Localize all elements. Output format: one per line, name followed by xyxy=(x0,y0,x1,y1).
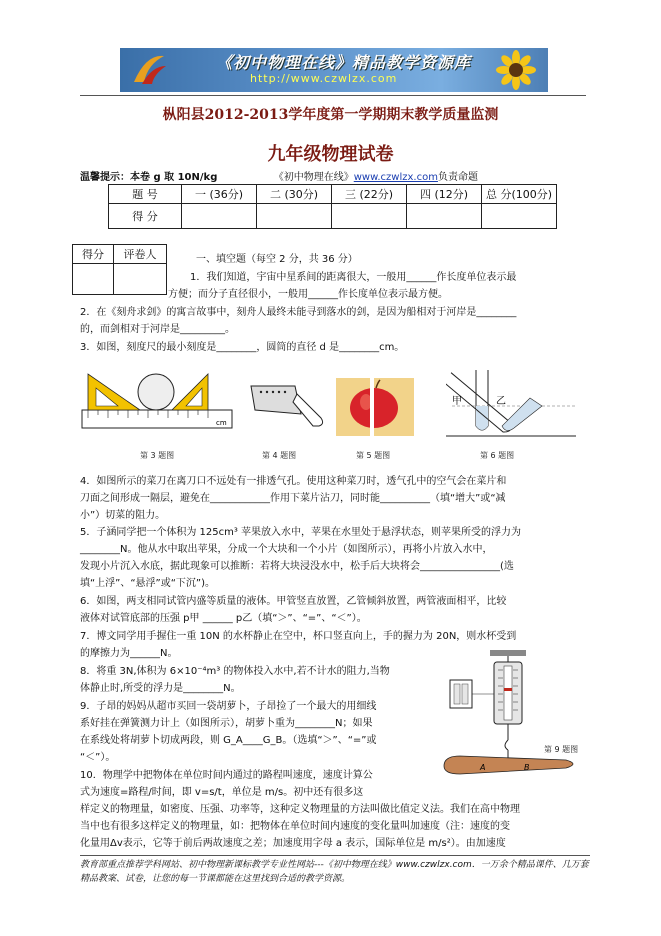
fig4-knife-diagram xyxy=(247,380,327,430)
grader-name-label: 评卷人 xyxy=(114,245,167,264)
q4-line1: 4．如图所示的菜刀在离刀口不远处有一排透气孔。使用这种菜刀时，透气孔中的空气会在菜片和 xyxy=(80,476,507,487)
q8-line1: 8．将重 3N,体积为 6×10⁻⁴m³ 的物体投入水中,若不计水的阻力,当物 xyxy=(80,666,390,677)
fig6-tubes-diagram xyxy=(446,368,576,442)
q6-line2: 液体对试管底部的压强 p甲 ______ p乙（填“＞”、“=”、“＜”）。 xyxy=(80,613,367,624)
score-header-cell: 四 (12分) xyxy=(407,185,482,204)
score-cell[interactable] xyxy=(257,204,332,229)
q5-line4: 填“上浮”、“悬浮”或“下沉”)。 xyxy=(80,578,215,589)
fig6-label-jia: 甲 xyxy=(452,396,462,407)
fig3-unit-label: cm xyxy=(216,419,227,427)
exam-title: 枞阳县2012-2013学年度第一学期期末教学质量监测 xyxy=(162,107,499,123)
q9-line2: 系好挂在弹簧测力计上（如图所示），胡萝卜重为________N；如果 xyxy=(80,718,373,729)
banner-url: http://www.czwlzx.com xyxy=(250,72,398,85)
grader-box xyxy=(72,244,167,295)
tip-line xyxy=(80,168,478,183)
q2-line2: 的，而剑相对于河岸是_________。 xyxy=(80,324,235,335)
q1-line1: 1．我们知道，宇宙中星系间的距离很大，一般用______作长度单位表示最 xyxy=(190,272,517,283)
exam-subtitle: 九年级物理试卷 xyxy=(267,144,394,165)
fig9-label-b: B xyxy=(524,763,530,772)
score-cell[interactable] xyxy=(407,204,482,229)
q5-line2: ________N。他从水中取出苹果，分成一个大块和一个小片（如图所示），再将小片放入水中， xyxy=(80,544,493,555)
q10-line2: 式为速度=路程/时间，即 v=s/t，单位是 m/s。初中还有很多这 xyxy=(80,787,364,798)
score-table-row xyxy=(109,204,557,229)
fig6-caption: 第 6 题图 xyxy=(480,451,515,460)
q6-line1: 6．如图，两支相同试管内盛等质量的液体。甲管竖直放置，乙管倾斜放置，两管液面相平，比较 xyxy=(80,596,507,607)
fig5-apple-image xyxy=(336,378,414,436)
sunflower-icon xyxy=(490,50,542,90)
tip-text: 温馨提示：本卷 g 取 10N/kg xyxy=(80,172,218,183)
site-logo-icon xyxy=(128,52,170,88)
grader-score-cell[interactable] xyxy=(73,264,114,295)
q4-line2: 刀面之间形成一隔层，避免在____________作用下菜片沾刀，同时能__________（填“增大”或“减 xyxy=(80,493,506,504)
score-header-cell: 题 号 xyxy=(109,185,182,204)
q10-line5: 化量用Δv表示，它等于前后两故速度之差；加速度用字母 a 表示，国际单位是 m/s²）。由加速度 xyxy=(80,838,506,849)
q10-line3: 样定义的物理量，如密度、压强、功率等，这种定义物理量的方法叫做比值定义法。我们在高中物理 xyxy=(80,804,520,815)
fig4-caption: 第 4 题图 xyxy=(262,451,297,460)
q10-line4: 当中也有很多这样定义的物理量，如：把物体在单位时间内速度的变化量叫加速度（注：速度的变 xyxy=(80,821,510,832)
fig6-label-yi: 乙 xyxy=(496,396,506,407)
q10-line1: 10．物理学中把物体在单位时间内通过的路程叫速度，速度计算公 xyxy=(80,770,373,781)
q1-line2: 方便；而分子直径很小，一般用______作长度单位表示最方便。 xyxy=(168,289,448,300)
score-header-cell: 二 (30分) xyxy=(257,185,332,204)
score-header-cell: 总 分(100分) xyxy=(482,185,557,204)
banner-title: 《初中物理在线》精品教学资源库 xyxy=(216,53,472,72)
grader-name-cell[interactable] xyxy=(114,264,167,295)
source-link[interactable]: www.czwlzx.com xyxy=(353,172,438,183)
header-rule xyxy=(80,95,586,96)
score-cell[interactable] xyxy=(182,204,257,229)
footer-note: 教育部重点推荐学科网站、初中物理新课标教学专业性网站---《初中物理在线》www.czwlzx.com．一万余个精品课件、几万套精品教案、试卷，让您的每一节课都能在这里找到合适的教学资源。 xyxy=(80,855,590,886)
q2-line1: 2．在《刻舟求剑》的寓言故事中，刻舟人最终未能寻到落水的剑，是因为船相对于河岸是________ xyxy=(80,307,517,318)
grader-score-label: 得分 xyxy=(73,245,114,264)
score-header-cell: 一 (36分) xyxy=(182,185,257,204)
fig9-caption: 第 9 题图 xyxy=(544,745,579,754)
tip-source-post: 负责命题 xyxy=(437,172,478,183)
q9-line1: 9．子昂的妈妈从超市买回一袋胡萝卜，子昂捡了一个最大的用细线 xyxy=(80,701,377,712)
score-row-label: 得 分 xyxy=(109,204,182,229)
header-banner xyxy=(120,48,548,92)
score-cell[interactable] xyxy=(332,204,407,229)
score-table xyxy=(108,184,557,229)
q7-line1: 7．博文同学用手握住一重 10N 的水杯静止在空中，杯口竖直向上，手的握力为 20N，则水杯受到 xyxy=(80,631,517,642)
fig3-caption: 第 3 题图 xyxy=(140,451,175,460)
section1-title: 一、填空题（每空 2 分，共 36 分） xyxy=(196,254,358,265)
q9-line4: “＜”）。 xyxy=(80,752,116,763)
fig9-label-a: A xyxy=(480,763,486,772)
score-cell[interactable] xyxy=(482,204,557,229)
q7-line2: 的摩擦力为______N。 xyxy=(80,648,178,659)
fig9-spring-scale-diagram xyxy=(440,648,585,794)
tip-source-pre: 《初中物理在线》 xyxy=(273,172,354,183)
q5-line1: 5．子涵同学把一个体积为 125cm³ 苹果放入水中，苹果在水里处于悬浮状态，则苹果所受的浮力为 xyxy=(80,527,522,538)
q3-line: 3．如图，刻度尺的最小刻度是________，圆筒的直径 d 是________cm。 xyxy=(80,342,405,353)
fig3-ruler-diagram xyxy=(80,370,235,440)
score-header-cell: 三 (22分) xyxy=(332,185,407,204)
fig5-caption: 第 5 题图 xyxy=(356,451,391,460)
q5-line3: 发现小片沉入水底，据此现象可以推断：若将大块浸没水中，松手后大块将会________________(选 xyxy=(80,561,514,572)
q4-line3: 小”）切菜的阻力。 xyxy=(80,510,166,521)
score-table-header-row xyxy=(109,185,557,204)
q8-line2: 体静止时,所受的浮力是________N。 xyxy=(80,683,241,694)
q9-line3: 在系线处将胡萝卜切成两段，则 G_A____G_B。（选填“＞”、“=”或 xyxy=(80,735,377,746)
